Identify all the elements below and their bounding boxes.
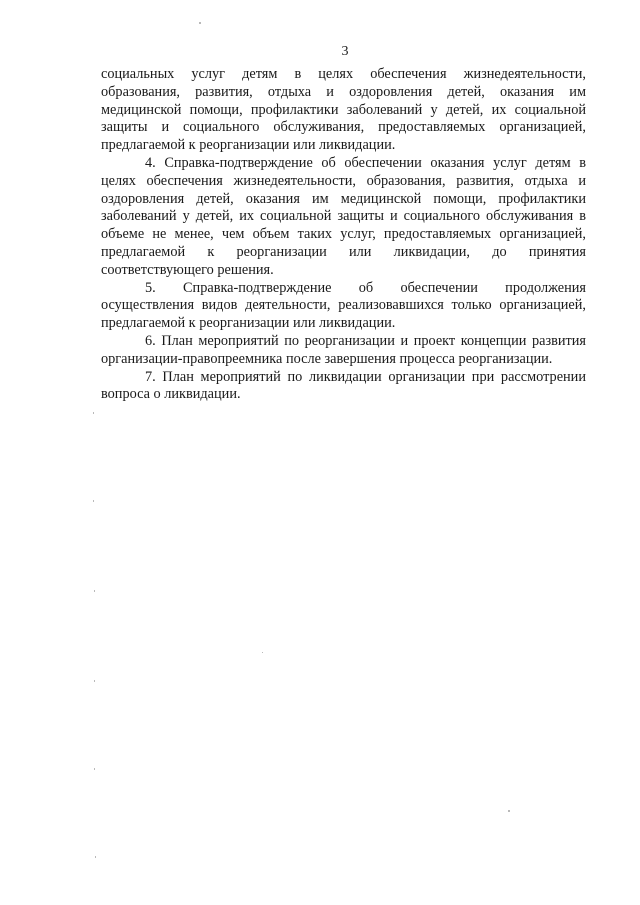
- scan-speck: [199, 22, 201, 24]
- scan-speck: [93, 500, 94, 502]
- paragraph-continuation: социальных услуг детям в целях обеспечения жизнедеятельности, образования, развития, отдыха и оздоровления детей, оказания им медицинской помощи, профилактики заболеваний у детей, их социальной защиты и социального обслуживания, предоставляемых организацией, предлагаемой к реорганизации или ликвидации.: [101, 66, 586, 154]
- paragraph-item-7: 7. План мероприятий по ликвидации организации при рассмотрении вопроса о ликвидации.: [101, 368, 586, 403]
- scan-speck: [93, 412, 94, 414]
- scan-speck: [508, 810, 510, 812]
- paragraph-item-6: 6. План мероприятий по реорганизации и проект концепции развития организации-правопреемника после завершения процесса реорганизации.: [101, 332, 586, 367]
- paragraph-item-5: 5. Справка-подтверждение об обеспечении продолжения осуществления видов деятельности, реализовавшихся только организацией, предлагаемой к реорганизации или ликвидации.: [101, 279, 586, 332]
- scan-speck: [95, 856, 96, 858]
- page-number: 3: [341, 44, 349, 59]
- document-body: [101, 66, 586, 404]
- scan-speck: [94, 680, 95, 682]
- scan-speck: [262, 652, 263, 653]
- scan-speck: [94, 768, 95, 770]
- scan-speck: [94, 590, 95, 592]
- paragraph-item-4: 4. Справка-подтверждение об обеспечении оказания услуг детям в целях обеспечения жизнедеятельности, образования, развития, отдыха и оздоровления детей, оказания им медицинской помощи, профилактики заболеваний у детей, их социальной защиты и социального обслуживания в объеме не менее, чем объем таких услуг, предоставляемых организацией, предлагаемой к реорганизации или ликвидации, до принятия соответствующего решения.: [101, 154, 586, 278]
